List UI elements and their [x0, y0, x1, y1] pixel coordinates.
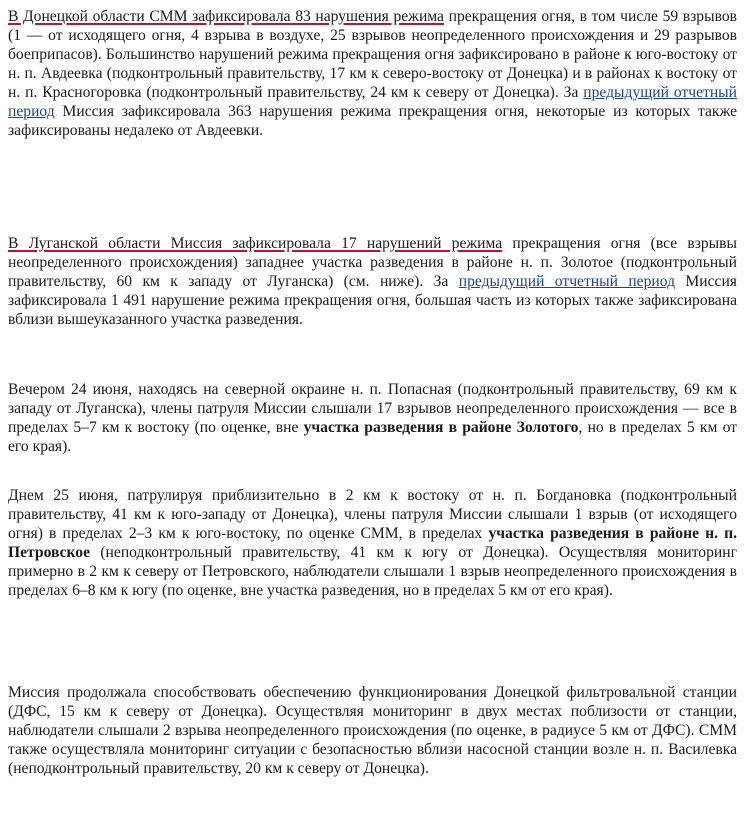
paragraph-text: прекращения огня (все взрывы неопределенного происхождения) западнее участка разведения в районе н. п. Золотое (подконтрольный правительству, 60 км к западу от Луганска) (см. ниже). За: [8, 235, 738, 290]
bold-disengagement-area-zolote: участка разведения в районе Золотого: [303, 419, 579, 436]
paragraph-text: Вечером 24 июня, находясь на северной окраине н. п. Попасная (подконтрольный правительству, 69 км к западу от Луганска), члены патруля Миссии слышали 17 взрывов неопределенного происхождения — все в пределах 5–7 км к востоку (по оценке, вне: [8, 381, 737, 436]
paragraph-text: (неподконтрольный правительству, 41 км к югу от Донецка). Осуществляя мониторинг примерно в 2 км к северу от Петровского, наблюдатели слышали 1 взрыв неопределенного происхождения в пределах 6–8 км к югу (по оценке, вне участка разведения, но в пределах 5 км от его края).: [8, 544, 737, 599]
paragraph-text: прекращения огня, в том числе 59 взрывов (1 — от исходящего огня, 4 взрыва в воздухе, 25 взрывов неопределенного происхождения и 29 разрывов боеприпасов). Большинство нарушений режима прекращения огня зафиксировано в районе к юго-востоку от н. п. Авдеевка (подконтрольный правительству, 17 км к северо-востоку от Донецка) и в районах к востоку от н. п. Красногоровка (подконтрольный правительству, 24 км к северу от Донецка). За: [8, 8, 737, 101]
previous-report-link[interactable]: предыдущий отчетный период: [458, 273, 676, 290]
paragraph-donetsk-summary: [8, 7, 737, 140]
paragraph-bohdanivka: [8, 486, 737, 600]
paragraph-text: Днем 25 июня, патрулируя приблизительно в 2 км к востоку от н. п. Богдановка (подконтрольный правительству, 41 км к юго-западу от Донецка), члены патруля Миссии слышали 1 взрыв (от исходящего огня) в пределах 2–3 км к юго-востоку, по оценке СММ, в пределах: [8, 487, 737, 542]
paragraph-text: Миссия зафиксировала 1 491 нарушение режима прекращения огня, большая часть из которых также зафиксирована вблизи вышеуказанного участка разведения.: [8, 273, 737, 328]
paragraph-text: Миссия продолжала способствовать обеспечению функционирования Донецкой фильтровальной станции (ДФС, 15 км к северу от Донецка). Осуществляя мониторинг в двух местах поблизости от станции, наблюдатели слышали 2 взрыва неопределенного происхождения (по оценке, в радиусе 5 км от ДФС). СММ также осуществляла мониторинг ситуации с безопасностью вблизи насосной станции возле н. п. Василевка (неподконтрольный правительству, 20 км к северу от Донецка).: [8, 684, 737, 777]
bold-disengagement-area-petrivske: участка разведения в районе н. п. Петровское: [8, 525, 737, 561]
paragraph-popasna: [8, 380, 737, 456]
highlighted-lead-luhansk: В Луганской области Миссия зафиксировала 17 нарушений режима: [8, 235, 503, 252]
paragraph-text: Миссия зафиксировала 363 нарушения режима прекращения огня, некоторые из которых также зафиксированы недалеко от Авдеевки.: [8, 103, 737, 139]
previous-report-link[interactable]: предыдущий отчетный период: [8, 84, 737, 120]
highlighted-lead-donetsk: В Донецкой области СММ зафиксировала 83 нарушения режима: [8, 8, 444, 25]
paragraph-luhansk-summary: [8, 234, 737, 329]
paragraph-text: , но в пределах 5 км от его края).: [8, 419, 737, 455]
paragraph-donetsk-filter-station: [8, 683, 737, 778]
